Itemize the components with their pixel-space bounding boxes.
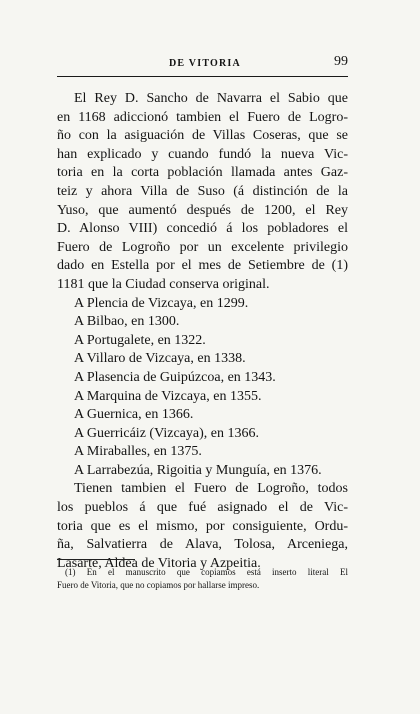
- text-line: A Miraballes, en 1375.: [74, 444, 202, 460]
- text-line: A Plasencia de Guipúzcoa, en 1343.: [74, 369, 276, 385]
- text-line: A Guerricáiz (Vizcaya), en 1366.: [74, 425, 259, 441]
- text-line: los pueblos á que fué asignado el de Vic-: [57, 500, 348, 516]
- text-line: D. Alonso VIII) concedió á los pobladores el: [57, 221, 348, 237]
- text-line: toria en la corta población llamada antes Gaz-: [57, 165, 348, 181]
- text-line: A Plencia de Vizcaya, en 1299.: [74, 295, 249, 311]
- text-line: 1181 que la Ciudad conserva original.: [57, 276, 270, 292]
- text-line: A Guernica, en 1366.: [74, 407, 194, 423]
- text-line: teiz y ahora Villa de Suso (á distinción de la: [57, 183, 348, 199]
- text-line: en 1168 adiccionó tambien el Fuero de Logro-: [57, 109, 348, 125]
- footnotes: [57, 566, 348, 591]
- text-line: A Larrabezúa, Rigoitia y Munguía, en 1376.: [74, 462, 322, 478]
- running-head: DE VITORIA: [169, 58, 241, 69]
- text-line: dado en Estella por el mes de Setiembre de (1): [57, 258, 348, 274]
- text-line: Yuso, que aumentó después de 1200, el Rey: [57, 202, 348, 218]
- text-line: Tienen tambien el Fuero de Logroño, todos: [74, 481, 348, 497]
- footnote-line: Fuero de Vitoria, que no copiamos por hallarse impreso.: [57, 579, 260, 590]
- text-line: ño con la asiguación de Villas Coseras, que se: [57, 128, 348, 144]
- text-line: El Rey D. Sancho de Navarra el Sabio que: [74, 91, 348, 106]
- text-line: A Marquina de Vizcaya, en 1355.: [74, 388, 262, 404]
- header-rule: [57, 76, 348, 77]
- text-line: ña, Salvatierra de Alava, Tolosa, Arceniega,: [57, 537, 348, 553]
- text-line: Fuero de Logroño por un excelente privilegio: [57, 239, 348, 255]
- footnote-rule: [57, 559, 135, 560]
- text-line: toria que es el mismo, por consiguiente, Ordu-: [57, 518, 348, 534]
- text-line: Lasarte, Aldea de Vitoria y Azpeitia.: [57, 555, 261, 571]
- footnote-line: (1) En el manuscrito que copiamos está inserto literal El: [65, 567, 348, 577]
- text-line: A Portugalete, en 1322.: [74, 332, 206, 348]
- page-number: 99: [334, 54, 348, 69]
- body-text: [57, 90, 348, 573]
- text-line: A Bilbao, en 1300.: [74, 314, 180, 330]
- text-line: A Villaro de Vizcaya, en 1338.: [74, 351, 246, 367]
- page-header: [57, 54, 348, 74]
- text-line: han explicado y cuando fundó la nueva Vic-: [57, 146, 348, 162]
